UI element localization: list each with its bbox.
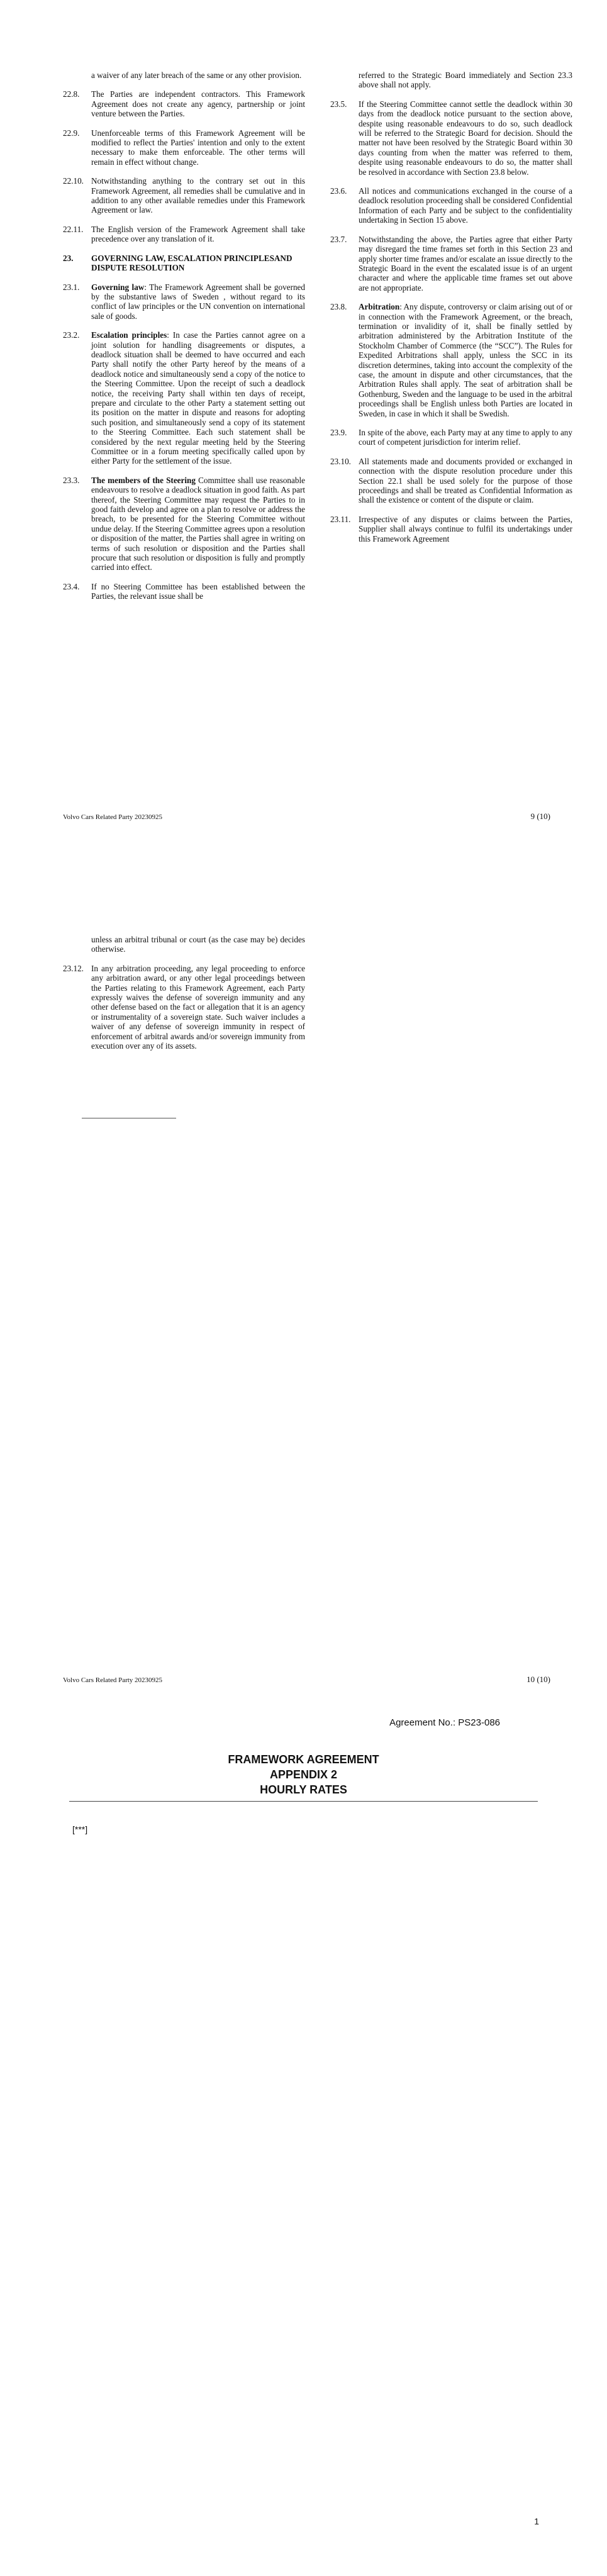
page-footer-left: Volvo Cars Related Party 20230925 [63,813,163,821]
clause-23-4-continuation: referred to the Strategic Board immediately and Section 23.3 above shall not apply. [359,70,572,90]
clause-number: 22.9. [63,128,80,138]
clause-number: 23.11. [330,514,351,524]
clause-23-11-continuation: unless an arbitral tribunal or court (as the case may be) decides otherwise. [91,935,305,954]
clause-text: All notices and communications exchanged in the course of a deadlock resolution proceeding shall be considered Confidential Information of each Party and be subject to the confidentiality undertaking in Section 15 above. [359,186,572,225]
agreement-number: Agreement No.: PS23-086 [389,1717,500,1728]
clause-23-12 [63,964,305,1051]
clause-text: Irrespective of any disputes or claims between the Parties, Supplier shall always continue to fulfil its undertakings under this Framework Agreement [359,514,572,544]
clause-number: 22.11. [63,224,84,234]
clause-number: 22.8. [63,89,80,99]
clause-23-8 [330,302,572,418]
clause-23-7 [330,235,572,293]
clause-number: 23.1. [63,282,80,292]
clause-text: Notwithstanding the above, the Parties agree that either Party may disregard the time frames set forth in this Section 23 and apply shorter time frames and/or escalate an issue directly to the Strategic Board in the event the escalated issue is of an urgent character and where the applicable time frames set out above are not appropriate. [359,234,572,293]
clause-number: 23.5. [330,99,347,109]
section-number: 23. [63,253,74,263]
clause-23-3 [63,476,305,572]
title-line: FRAMEWORK AGREEMENT [228,1753,379,1766]
appendix-title [0,1752,607,1797]
clause-number: 23.9. [330,428,347,437]
clause-text: The English version of the Framework Agreement shall take precedence over any translation of it. [91,224,305,244]
clause-number: 22.10. [63,176,84,186]
page-number: 1 [534,2516,539,2526]
clause-text: Notwithstanding anything to the contrary set out in this Framework Agreement, all remedies shall be cumulative and in addition to any other available remedies under this Framework Agreement or law. [91,176,305,215]
clause-23-2 [63,330,305,466]
clause-number: 23.7. [330,234,347,244]
page-footer-page-number: 10 (10) [526,1675,550,1684]
clause-22-10 [63,176,305,215]
clause-23-1 [63,282,305,321]
section-23-heading [63,254,305,273]
clause-heading: Arbitration [359,302,400,312]
clause-number: 23.8. [330,302,347,312]
clause-22-11 [63,225,305,244]
page-footer-page-number: 9 (10) [530,811,550,821]
clause-23-5 [330,99,572,177]
clause-23-9 [330,428,572,447]
page-9-left-column [63,70,305,611]
clause-22-7-continuation: a waiver of any later breach of the same or any other provision. [91,70,302,80]
title-line: APPENDIX 2 [269,1768,338,1781]
clause-text: Unenforceable terms of this Framework Agreement will be modified to reflect the Parties' intention and only to the extent necessary to make them enforceable. The other terms will remain in effect without change. [91,128,305,167]
clause-23-11 [330,515,572,544]
clause-text: In spite of the above, each Party may at any time to apply to any court of competent jurisdiction for interim relief. [359,428,572,447]
page-10 [0,842,607,1697]
clause-text: The Parties are independent contractors. This Framework Agreement does not create any agency, partnership or joint venture between the Parties. [91,89,305,119]
clause-number: 23.10. [330,456,351,466]
clause-text: : Any dispute, controversy or claim arising out of or in connection with the Framework Agreement, or the breach, termination or invalidity of it, shall be finally settled by arbitration administered by the Arbitration Institute of the Stockholm Chamber of Commerce (the “SCC”). The Rules for Expedited Arbitrations shall apply, unless the SCC in its discretion determines, taking into account the complexity of the case, the amount in dispute and other circumstances, that the Arbitration Rules shall apply. The seat of arbitration shall be Gothenburg, Sweden and the language to be used in the arbitral proceedings shall be English unless both Parties are located in Sweden, in case in which it shall be Swedish. [359,302,572,418]
clause-heading: Governing law [91,282,145,292]
clause-23-10 [330,457,572,505]
clause-number: 23.12. [63,963,84,973]
clause-heading: The members of the Steering [91,475,196,485]
clause-text: If no Steering Committee has been established between the Parties, the relevant issue shall be [91,581,305,601]
page-9-right-column [330,70,572,553]
clause-text: : The Framework Agreement shall be governed by the substantive laws of Sweden , without regard to its conflict of law principles or the UN convention on international sale of goods. [91,282,306,321]
clause-23-6 [330,186,572,225]
clause-number: 23.2. [63,330,80,340]
clause-number: 23.6. [330,186,347,196]
clause-text: In any arbitration proceeding, any legal proceeding to enforce any arbitration award, or any other legal proceedings between the Parties relating to this Framework Agreement, each Party expressly waives the defense of sovereign immunity and any other defense based on the fact or allegation that it is an agency or instrumentality of a sovereign state. Such waiver includes a waiver of any defense of sovereign immunity in respect of enforcement of arbitral awards and/or sovereign immunity from execution over any of its assets. [91,963,305,1051]
page-10-left-column [63,935,305,1060]
clause-text: If the Steering Committee cannot settle the deadlock within 30 days from the deadlock notice pursuant to the section above, despite using reasonable endeavours to do so, such deadlock will be referred to the Strategic Board for decision. Should the matter not have been resolved by the Strategic Board within 30 days counting from when the matter was referred to them, despite using reasonable endeavours to do so, the matter shall be resolved in accordance with Section 23.8 below. [359,99,572,177]
redacted-placeholder: [***] [72,1824,88,1834]
clause-text: Committee shall use reasonable endeavours to resolve a deadlock situation in good faith. As part thereof, the Steering Committee may request the Parties to in good faith develop and agree on a plan to resolve or address the breach, to be presented for the Steering Committee without undue delay. If the Steering Committee agrees upon a resolution or disposition of the matter, the Parties shall agree in writing on terms of such resolution or disposition and the Parties shall procure that such resolution or disposition is fully and promptly carried into effect. [91,475,305,572]
clause-number: 23.4. [63,581,80,591]
clause-text: : In case the Parties cannot agree on a joint solution for handling disagreements or disputes, a deadlock situation shall be deemed to have occurred and each Party shall notify the other Party hereof by the means of a deadlock notice and simultaneously send a copy of the notice to the Steering Committee. Upon the receipt of such a deadlock notice, the receiving Party shall within ten days of receipt, prepare and circulate to the other Party a statement setting out its position on the matter in dispute and reasons for adopting such position, and simultaneously send a copy of its statement to the Steering Committee. Each such statement shall be considered by the next regular meeting held by the Steering Committee or in a forum meeting specifically called upon by either Party for the settlement of the issue. [91,330,305,466]
clause-number: 23.3. [63,475,80,485]
page-9 [0,0,607,842]
clause-23-4 [63,582,305,601]
clause-22-8 [63,89,305,118]
title-divider [69,1801,538,1802]
clause-heading: Escalation principles [91,330,167,340]
clause-22-9 [63,128,305,167]
page-footer-left: Volvo Cars Related Party 20230925 [63,1676,163,1684]
clause-text: All statements made and documents provided or exchanged in connection with the dispute resolution procedure under this Section 22.1 shall be used solely for the purpose of those proceedings and shall be treated as Confidential Information as shall the existence or content of the dispute or claim. [359,456,572,505]
title-line: HOURLY RATES [260,1783,347,1796]
section-title: GOVERNING LAW, ESCALATION PRINCIPLESAND DISPUTE RESOLUTION [91,253,292,273]
